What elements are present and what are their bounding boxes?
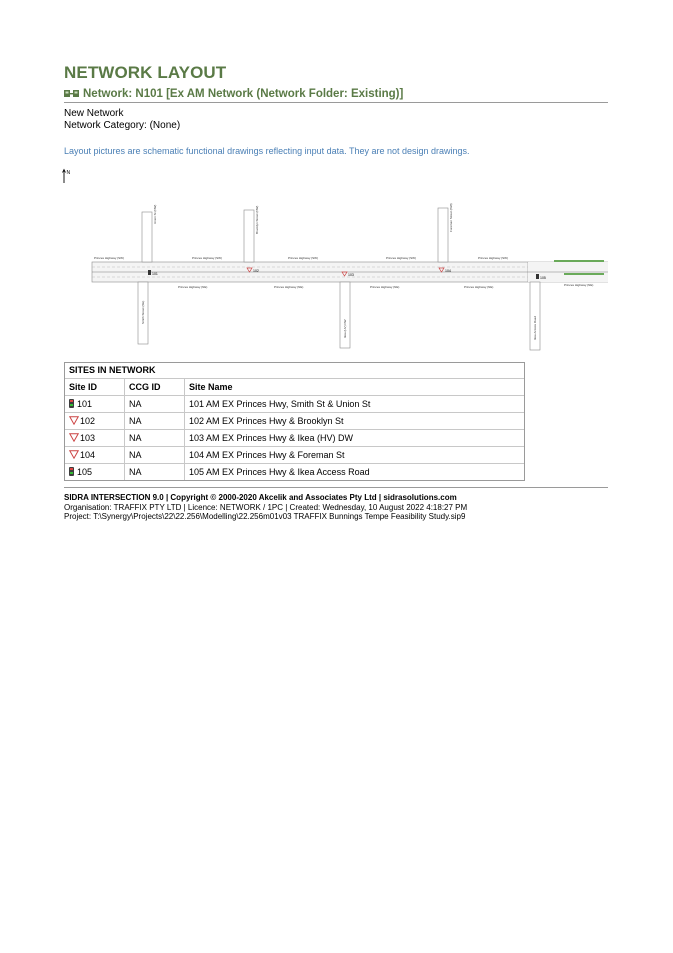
giveway-icon <box>69 416 79 425</box>
svg-text:101: 101 <box>152 272 158 276</box>
table-row <box>65 396 524 413</box>
svg-text:Union St (NW): Union St (NW) <box>153 204 157 224</box>
ccg-id: NA <box>125 413 185 430</box>
footer-organisation: Organisation: TRAFFIX PTY LTD | Licence: NETWORK / 1PC | Created: Wednesday, 10 August 2022 4:18:27 PM <box>64 502 468 512</box>
svg-text:Princes Highway (SW): Princes Highway (SW) <box>386 256 417 260</box>
table-row <box>65 430 524 447</box>
svg-text:Ikea (HV) DW: Ikea (HV) DW <box>343 319 347 338</box>
svg-text:Ikea Access Road: Ikea Access Road <box>533 315 537 340</box>
ccg-id: NA <box>125 430 185 447</box>
site-name: 103 AM EX Princes Hwy & Ikea (HV) DW <box>185 430 525 447</box>
svg-text:Princes Highway (SW): Princes Highway (SW) <box>288 256 319 260</box>
ccg-id: NA <box>125 396 185 413</box>
footer-copyright: SIDRA INTERSECTION 9.0 | Copyright © 2000-2020 Akcelik and Associates Pty Ltd | sidrasolutions.com <box>64 493 457 502</box>
table-row <box>65 464 524 481</box>
site-name: 102 AM EX Princes Hwy & Brooklyn St <box>185 413 525 430</box>
north-label: N <box>66 170 71 176</box>
site-name: 105 AM EX Princes Hwy & Ikea Access Road <box>189 467 370 477</box>
network-category: Network Category: (None) <box>64 120 181 131</box>
svg-text:Princes Highway (SW): Princes Highway (SW) <box>94 256 125 260</box>
network-title: Network: N101 [Ex AM Network (Network Folder: Existing)] <box>83 88 404 100</box>
schematic-note: Layout pictures are schematic functional drawings reflecting input data. They are not design drawings. <box>64 146 470 156</box>
svg-text:Foreman Street (NW): Foreman Street (NW) <box>449 203 453 232</box>
col-header-site-id: Site ID <box>65 379 125 396</box>
giveway-icon <box>69 433 79 442</box>
page-footer <box>64 487 608 522</box>
main-road <box>92 260 608 282</box>
ccg-id: NA <box>125 447 185 464</box>
site-id: 102 <box>80 416 96 426</box>
site-name: 104 AM EX Princes Hwy & Foreman St <box>185 447 525 464</box>
svg-text:Princes Highway (SW): Princes Highway (SW) <box>478 256 509 260</box>
sites-section-title: SITES IN NETWORK <box>65 363 524 379</box>
svg-text:Princes Highway (NE): Princes Highway (NE) <box>464 285 494 289</box>
svg-text:Smith Street (SE): Smith Street (SE) <box>141 300 145 324</box>
signal-icon <box>69 399 74 408</box>
ccg-id: NA <box>125 464 185 481</box>
svg-text:Princes Highway (NE): Princes Highway (NE) <box>370 285 400 289</box>
col-header-ccg-id: CCG ID <box>125 379 185 396</box>
svg-text:104: 104 <box>445 269 451 273</box>
network-name: New Network <box>64 108 124 119</box>
north-arrow-icon <box>62 168 72 184</box>
svg-text:Princes Highway (SW): Princes Highway (SW) <box>192 256 223 260</box>
table-row <box>65 447 524 464</box>
svg-text:Princes Highway (NE): Princes Highway (NE) <box>178 285 208 289</box>
site-id: 105 <box>77 467 93 477</box>
network-header <box>64 88 608 103</box>
site-id: 101 <box>77 399 93 409</box>
svg-text:103: 103 <box>348 273 354 277</box>
svg-text:Brooklyn Street (NW): Brooklyn Street (NW) <box>255 205 259 234</box>
signal-icon <box>69 467 74 476</box>
page-title: NETWORK LAYOUT <box>64 63 227 82</box>
network-layout-diagram <box>84 200 608 352</box>
svg-text:102: 102 <box>253 269 259 273</box>
footer-project-path: Project: T:\Synergy\Projects\22\22.256\Modelling\22.256m01v03 TRAFFIX Bunnings Tempe Feasibility Study.sip9 <box>64 512 466 521</box>
sites-in-network-table <box>64 362 525 481</box>
site-id: 104 <box>80 450 96 460</box>
table-row <box>65 413 524 430</box>
site-name: 101 AM EX Princes Hwy, Smith St & Union St <box>185 396 525 413</box>
svg-text:Princes Highway (NE): Princes Highway (NE) <box>274 285 304 289</box>
svg-text:Princes Highway (NE): Princes Highway (NE) <box>564 283 594 287</box>
giveway-icon <box>69 450 79 459</box>
svg-text:105: 105 <box>540 276 546 280</box>
network-icon <box>64 90 80 98</box>
site-id: 103 <box>80 433 96 443</box>
col-header-site-name: Site Name <box>185 379 525 396</box>
